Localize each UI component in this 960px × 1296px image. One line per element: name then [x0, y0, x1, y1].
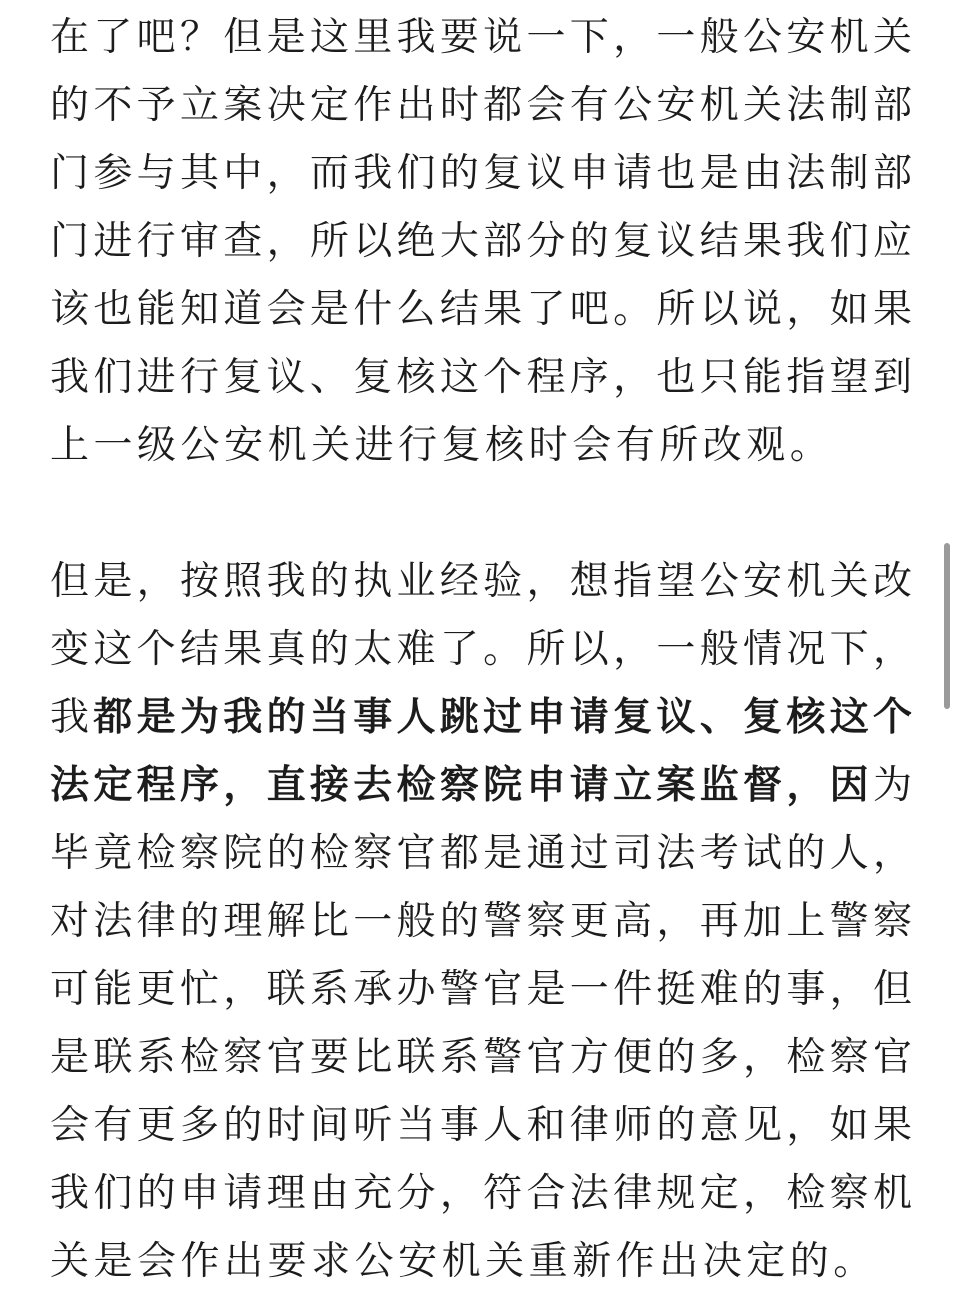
text-line: 在 了 吧 ？ 但 是 这 里 我 要 说 一 下 ， 一 般 公 安 机 关 — [50, 15, 912, 60]
text-line: 但 是 ， 按 照 我 的 执 业 经 验 ， 想 指 望 公 安 机 关 改 — [50, 559, 912, 604]
text-line: 变 这 个 结 果 真 的 太 难 了 。 所 以 ， 一 般 情 况 下 ， — [50, 627, 912, 672]
text-line: 我 都 是 为 我 的 当 事 人 跳 过 申 请 复 议 、 复 核 这 个 — [50, 695, 912, 740]
text-line: 门 进 行 审 查 ， 所 以 绝 大 部 分 的 复 议 结 果 我 们 应 — [50, 219, 912, 264]
text-line: 的 不 予 立 案 决 定 作 出 时 都 会 有 公 安 机 关 法 制 部 — [50, 83, 912, 128]
text-line: 门 参 与 其 中 ， 而 我 们 的 复 议 申 请 也 是 由 法 制 部 — [50, 151, 912, 196]
text-line: 会 有 更 多 的 时 间 听 当 事 人 和 律 师 的 意 见 ， 如 果 — [50, 1103, 912, 1148]
text-line: 可 能 更 忙 ， 联 系 承 办 警 官 是 一 件 挺 难 的 事 ， 但 — [50, 967, 912, 1012]
text-line: 对 法 律 的 理 解 比 一 般 的 警 察 更 高 ， 再 加 上 警 察 — [50, 899, 912, 944]
paragraph-gap — [50, 480, 912, 548]
text-line: 毕 竟 检 察 院 的 检 察 官 都 是 通 过 司 法 考 试 的 人 ， — [50, 831, 912, 876]
text-line: 该 也 能 知 道 会 是 什 么 结 果 了 吧 。 所 以 说 ， 如 果 — [50, 287, 912, 332]
text-line: 法 定 程 序 ， 直 接 去 检 察 院 申 请 立 案 监 督 ， 因 为 — [50, 763, 912, 808]
text-line: 关 是 会 作 出 要 求 公 安 机 关 重 新 作 出 决 定 的 。 — [50, 1239, 877, 1284]
scrollbar-thumb[interactable] — [944, 543, 950, 709]
text-line: 上 一 级 公 安 机 关 进 行 复 核 时 会 有 所 改 观 。 — [50, 423, 834, 468]
text-line: 我 们 进 行 复 议 、 复 核 这 个 程 序 ， 也 只 能 指 望 到 — [50, 355, 912, 400]
text-line: 我 们 的 申 请 理 由 充 分 ， 符 合 法 律 规 定 ， 检 察 机 — [50, 1171, 912, 1216]
text-line: 是 联 系 检 察 官 要 比 联 系 警 官 方 便 的 多 ， 检 察 官 — [50, 1035, 912, 1080]
article-body — [50, 4, 912, 1296]
